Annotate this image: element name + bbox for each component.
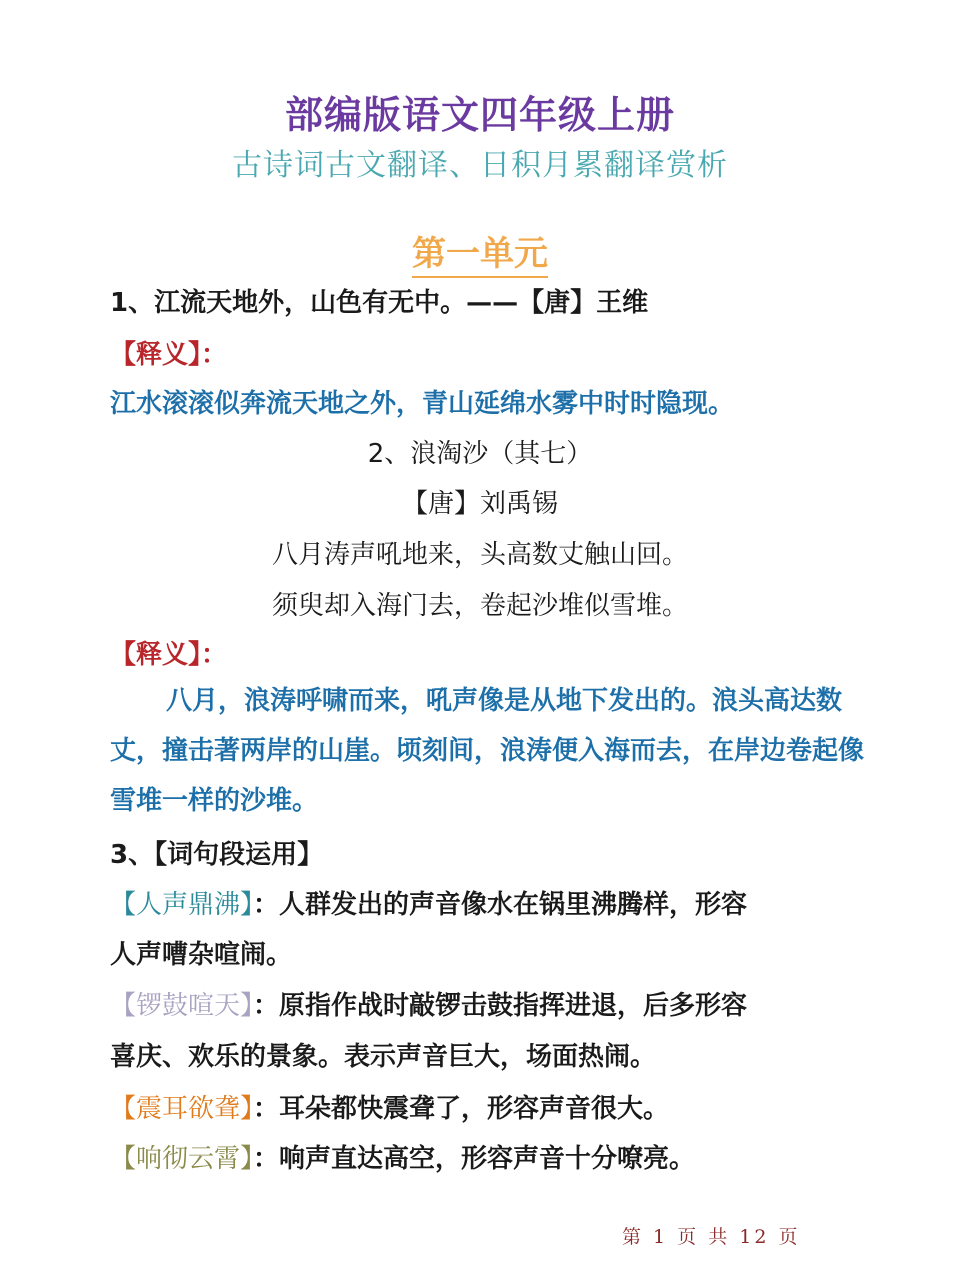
unit-heading-text: 第一单元 — [412, 234, 548, 278]
term-name: 【响彻云霄】 — [110, 1144, 254, 1174]
term-luoguxuantian-cont: 喜庆、欢乐的景象。表示声音巨大，场面热闹。 — [110, 1042, 657, 1072]
term-name: 【震耳欲聋】 — [110, 1094, 254, 1124]
term-def: ：耳朵都快震聋了，形容声音很大。 — [253, 1094, 670, 1124]
item2-meaning: 八月，浪涛呼啸而来，吼声像是从地下发出的。浪头高达数丈，撞击著两岸的山崖。顷刻间，浪涛便入海而去，在岸边卷起像雪堆一样的沙堆。 — [110, 686, 865, 816]
term-renshengdingfei — [110, 884, 747, 921]
unit-heading — [0, 226, 960, 275]
item1-label: 【释义】： — [110, 340, 228, 370]
item2-verse2: 须臾却入海门去，卷起沙堆似雪堆。 — [271, 591, 688, 621]
term-xiangchexunxiao — [110, 1138, 695, 1175]
item2-title: 2、浪淘沙（其七） — [367, 439, 593, 469]
term-def: ：响声直达高空，形容声音十分嘹亮。 — [253, 1144, 696, 1174]
term-name: 【人声鼎沸】 — [110, 890, 254, 920]
item1-line: 1、江流天地外，山色有无中。——【唐】王维 — [110, 288, 649, 318]
page-number: 第 1 页 共 12 页 — [622, 1226, 801, 1248]
term-renshengdingfei-cont: 人声嘈杂喧闹。 — [110, 940, 293, 970]
item1-meaning: 江水滚滚似奔流天地之外，青山延绵水雾中时时隐现。 — [110, 389, 735, 419]
term-name: 【锣鼓喧天】 — [110, 991, 254, 1021]
term-def-line1: ：人群发出的声音像水在锅里沸腾样，形容 — [253, 890, 748, 920]
page-subtitle: 古诗词古文翻译、日积月累翻译赏析 — [232, 148, 728, 183]
page-title: 部编版语文四年级上册 — [284, 93, 675, 137]
item2-verse1: 八月涛声吼地来，头高数丈触山回。 — [271, 540, 688, 570]
item2-label: 【释义】： — [110, 640, 228, 670]
term-luoguxuantian — [110, 985, 747, 1022]
item2-author: 【唐】刘禹锡 — [401, 489, 558, 519]
term-def-line1: ：原指作战时敲锣击鼓指挥进退，后多形容 — [253, 991, 748, 1021]
item3-title: 3、【词句段运用】 — [110, 840, 324, 870]
term-zhenere — [110, 1088, 669, 1125]
